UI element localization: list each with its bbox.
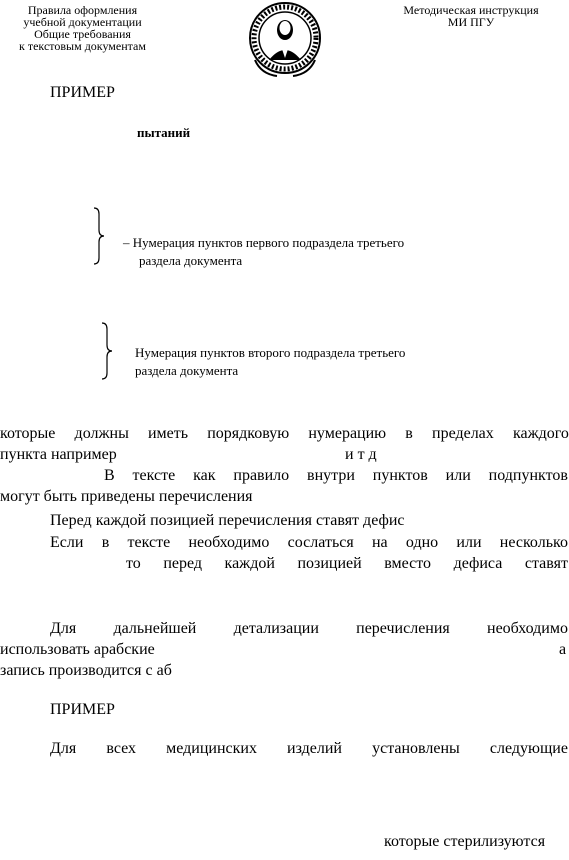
word: ставят xyxy=(524,555,568,572)
paragraph-text: могут быть приведены перечисления xyxy=(0,488,253,505)
word: Для xyxy=(50,620,77,637)
brace-note: раздела документа xyxy=(135,363,239,378)
word: установлены xyxy=(372,740,460,757)
header-left-line: Правила оформления xyxy=(27,3,138,17)
word: медицинских xyxy=(166,740,257,757)
paragraph-line xyxy=(104,467,568,485)
word: несколько xyxy=(499,534,568,551)
word: на xyxy=(371,534,388,551)
word: то xyxy=(126,555,141,572)
word: перечисления xyxy=(356,620,450,637)
word: иметь xyxy=(147,425,189,442)
word: детализации xyxy=(233,620,319,637)
word: Если xyxy=(50,534,84,551)
word: или xyxy=(445,467,471,484)
paragraph-text: и т д xyxy=(345,446,377,463)
word: порядковую xyxy=(207,425,290,442)
example-heading: пытаний xyxy=(137,125,191,140)
word: Для xyxy=(50,740,77,757)
word: В xyxy=(104,467,115,484)
brace-note: Нумерация пунктов второго подраздела третьего xyxy=(135,345,406,360)
word: правило xyxy=(233,467,290,484)
paragraph-text: а xyxy=(559,641,567,658)
word: всех xyxy=(106,740,137,757)
word: дефиса xyxy=(453,555,503,572)
paragraph-line xyxy=(50,534,568,552)
word: в xyxy=(405,425,413,442)
paragraph-line xyxy=(0,425,569,443)
word: каждой xyxy=(224,555,275,572)
paragraph-text: использовать арабские xyxy=(0,641,155,658)
paragraph-line xyxy=(50,620,568,638)
word: должны xyxy=(74,425,129,442)
word: необходимо xyxy=(188,534,270,551)
paragraph-text: запись производится с аб xyxy=(0,662,172,679)
word: или xyxy=(456,534,482,551)
header-left-line: к текстовым документам xyxy=(19,39,146,53)
example-label: ПРИМЕР xyxy=(50,84,115,101)
university-seal-logo xyxy=(245,0,325,80)
word: вместо xyxy=(384,555,432,572)
paragraph-text: Перед каждой позицией перечисления ставят дефис xyxy=(50,512,405,529)
paragraph-line xyxy=(50,740,568,758)
word: нумерацию xyxy=(308,425,387,442)
word: пунктов xyxy=(372,467,428,484)
paragraph-text: которые стерилизуются xyxy=(384,833,546,850)
word: как xyxy=(193,467,216,484)
paragraph-text: пункта например xyxy=(0,446,117,463)
word: подпунктов xyxy=(488,467,568,484)
brace-note: – Нумерация пунктов первого подраздела третьего xyxy=(123,235,405,250)
header-left-line: учебной документации xyxy=(23,15,142,29)
right-brace-icon xyxy=(100,321,114,381)
word: тексте xyxy=(127,534,171,551)
word: пределах xyxy=(432,425,494,442)
word: необходимо xyxy=(487,620,568,637)
word: позицией xyxy=(297,555,362,572)
right-brace-icon xyxy=(92,206,106,266)
example-label: ПРИМЕР xyxy=(50,701,115,718)
header-right-line: Методическая инструкция xyxy=(403,3,539,17)
word: внутри xyxy=(307,467,355,484)
header-left xyxy=(0,4,165,52)
word: в xyxy=(101,534,110,551)
word: дальнейшей xyxy=(113,620,197,637)
word: изделий xyxy=(287,740,342,757)
header-right xyxy=(376,4,566,28)
brace-note: раздела документа xyxy=(139,253,243,268)
word: которые xyxy=(0,425,56,442)
header-left-line: Общие требования xyxy=(34,27,131,41)
word: каждого xyxy=(512,425,569,442)
paragraph-line xyxy=(126,555,568,573)
header-right-line: МИ ПГУ xyxy=(447,15,495,29)
word: сослаться xyxy=(287,534,354,551)
word: следующие xyxy=(489,740,568,757)
word: перед xyxy=(163,555,203,572)
word: одно xyxy=(405,534,439,551)
word: тексте xyxy=(132,467,176,484)
